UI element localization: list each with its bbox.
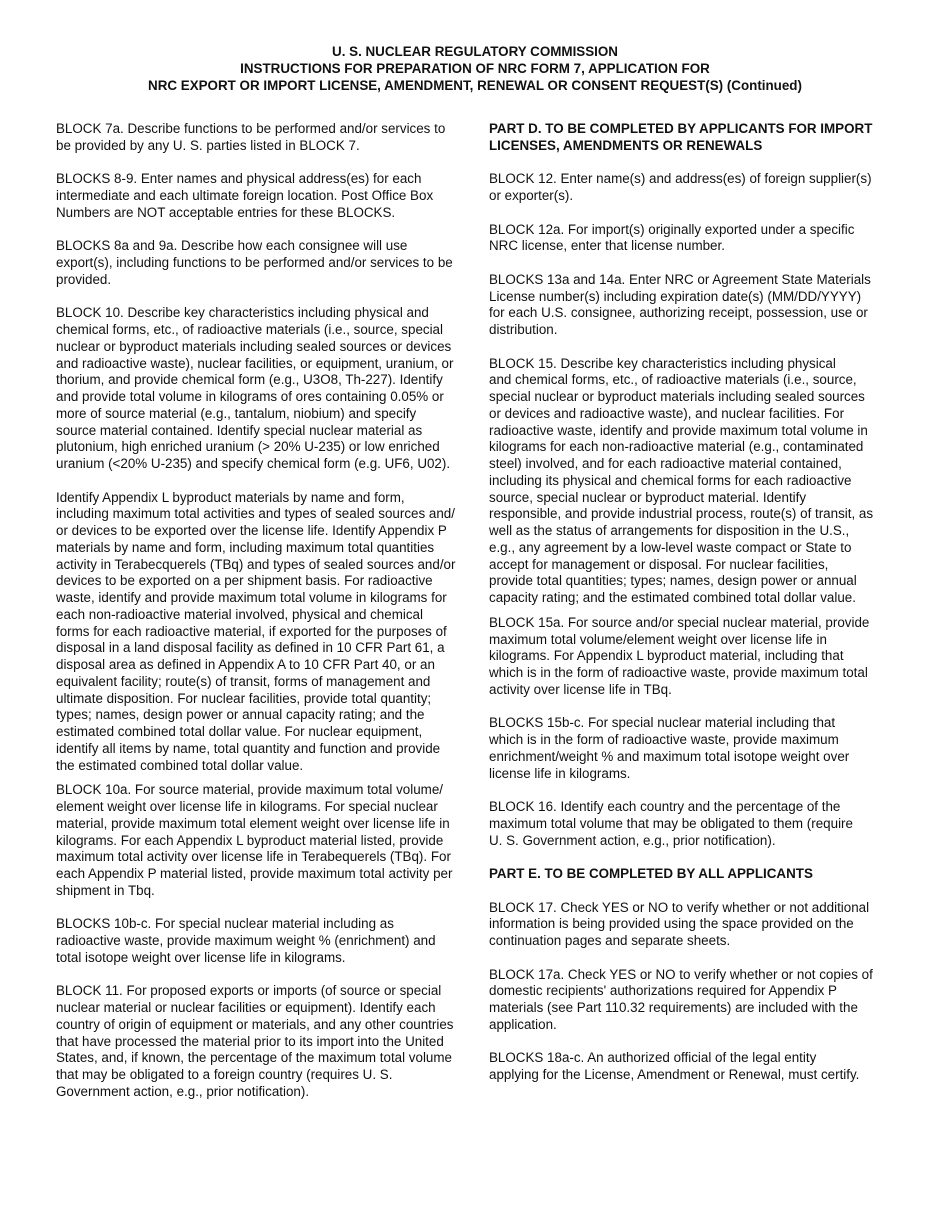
left-column: [56, 121, 474, 1101]
block-17a-instruction: BLOCK 17a. Check YES or NO to verify whether or not copies of domestic recipients' authorizations required for Appendix P materials (see Part 110.32 requirements) are included with the application.: [489, 966, 873, 1032]
block-17-instruction: BLOCK 17. Check YES or NO to verify whether or not additional information is being provided using the space provided on the continuation pages and separate sheets.: [489, 899, 870, 948]
block-10-continued: Identify Appendix L byproduct materials by name and form, including maximum total activities and types of sealed sources and/ or devices to be exported over the license life. Identify Appendix P materials by name and form, including maximum total quantities activity in Terabecquerels (TBq) and types of sealed sources and/or devices to be exported on a per shipment basis. For radioactive waste, identify and provide maximum total volume in kilograms for each non-radioactive material involved, physical and chemical forms for each radioactive material, if exported for the purposes of disposal in a land disposal facility as defined in 10 CFR Part 61, a disposal area as defined in Appendix A to 10 CFR Part 40, or an equivalent facility; route(s) of transit, forms of management and ultimate disposition. For nuclear facilities, provide total quantity; types; names, design power or annual capacity rating; and the estimated combined total dollar value. For nuclear equipment, identify all items by name, total quantity and function and provide the estimated combined total dollar value.: [56, 489, 456, 773]
block-15a-instruction: BLOCK 15a. For source and/or special nuclear material, provide maximum total volume/element weight over license life in kilograms. For Appendix L byproduct material, including that which is in the form of radioactive waste, provide maximum total activity over license life in TBq.: [489, 614, 870, 697]
blocks-15b-c-instruction: BLOCKS 15b-c. For special nuclear material including that which is in the form of radioactive waste, provide maximum enrichment/weight % and maximum total isotope weight over license life in kilograms.: [489, 715, 850, 781]
block-11-instruction: BLOCK 11. For proposed exports or imports (of source or special nuclear material or nuclear facilities or equipment). Identify each country of origin of equipment or materials, and any other countries that have processed the material prior to its import into the United States, and, if known, the percentage of the maximum total volume that may be obligated to a foreign country (requires U. S. Government action, e.g., prior notification).: [56, 983, 454, 1099]
blocks-13a-14a-instruction: BLOCKS 13a and 14a. Enter NRC or Agreement State Materials License number(s) including expiration date(s) (MM/DD/YYYY) for each U.S. consignee, authorizing receipt, possession, use or distribution.: [489, 271, 871, 337]
part-e-heading: PART E. TO BE COMPLETED BY ALL APPLICANTS: [489, 866, 813, 881]
page-header: [0, 43, 950, 94]
block-7a-instruction: BLOCK 7a. Describe functions to be performed and/or services to be provided by any U. S. parties listed in BLOCK 7.: [56, 121, 446, 153]
blocks-8a-9a-instruction: BLOCKS 8a and 9a. Describe how each consignee will use export(s), including functions to be performed and/or services to be provided.: [56, 238, 453, 287]
block-16-instruction: BLOCK 16. Identify each country and the percentage of the maximum total volume that may be obligated to them (require U. S. Government action, e.g., prior notification).: [489, 799, 853, 848]
header-agency: U. S. NUCLEAR REGULATORY COMMISSION: [332, 44, 618, 59]
block-10-instruction: BLOCK 10. Describe key characteristics including physical and chemical forms, etc., of radioactive materials (i.e., source, special nuclear or byproduct materials including sealed sources or devices and radioactive waste), nuclear facilities, or equipment, uranium, or thorium, and provide chemical form (e.g., U3O8, Th-227). Identify and provide total volume in kilograms of ores containing 0.05% or more of source material (e.g., tantalum, niobium) and specify source material contained. Identify special nuclear material as plutonium, high enriched uranium (> 20% U-235) or low enriched uranium (<20% U-235) and specify chemical form (e.g. UF6, U02).: [56, 305, 454, 471]
blocks-10b-c-instruction: BLOCKS 10b-c. For special nuclear material including as radioactive waste, provide maximum weight % (enrichment) and total isotope weight over license life in kilograms.: [56, 916, 436, 965]
blocks-18a-c-instruction: BLOCKS 18a-c. An authorized official of the legal entity applying for the License, Amendment or Renewal, must certify.: [489, 1050, 860, 1082]
block-12a-instruction: BLOCK 12a. For import(s) originally exported under a specific NRC license, enter that license number.: [489, 221, 855, 254]
block-12-instruction: BLOCK 12. Enter name(s) and address(es) of foreign supplier(s) or exporter(s).: [489, 171, 872, 203]
part-d-heading: PART D. TO BE COMPLETED BY APPLICANTS FOR IMPORT LICENSES, AMENDMENTS OR RENEWALS: [489, 121, 873, 153]
blocks-8-9-instruction: BLOCKS 8-9. Enter names and physical address(es) for each intermediate and each ultimate foreign location. Post Office Box Numbers are NOT acceptable entries for these BLOCKS.: [56, 171, 434, 220]
block-15-instruction: BLOCK 15. Describe key characteristics including physical and chemical forms, etc., of radioactive materials (i.e., source, special nuclear or byproduct materials including sealed sources or devices and radioactive waste), and nuclear facilities. For radioactive waste, identify and provide maximum total volume in kilograms for each non-radioactive material (e.g., contaminated steel) involved, and for each radioactive material contained, including its physical and chemical forms for each radioactive source, special nuclear or byproduct material. Identify responsible, and provide industrial process, route(s) of transit, as well as the status of arrangements for disposition in the U.S., e.g., any agreement by a low-level waste compact or State to accept for management or disposal. For nuclear facilities, provide total quantities; types; names, design power or annual capacity rating; and the estimated combined total dollar value.: [489, 355, 874, 605]
block-10a-instruction: BLOCK 10a. For source material, provide maximum total volume/ element weight over license life in kilograms. For special nuclear material, provide maximum total element weight over license life in kilograms. For each Appendix L byproduct material listed, provide maximum total activity over license life in Terabequerels (TBq). For each Appendix P material listed, provide maximum total activity per shipment in Tbq.: [56, 782, 453, 898]
right-column: [489, 121, 893, 1084]
header-subtitle: NRC EXPORT OR IMPORT LICENSE, AMENDMENT, RENEWAL OR CONSENT REQUEST(S) (Continued): [148, 78, 802, 93]
header-title: INSTRUCTIONS FOR PREPARATION OF NRC FORM 7, APPLICATION FOR: [240, 61, 710, 76]
